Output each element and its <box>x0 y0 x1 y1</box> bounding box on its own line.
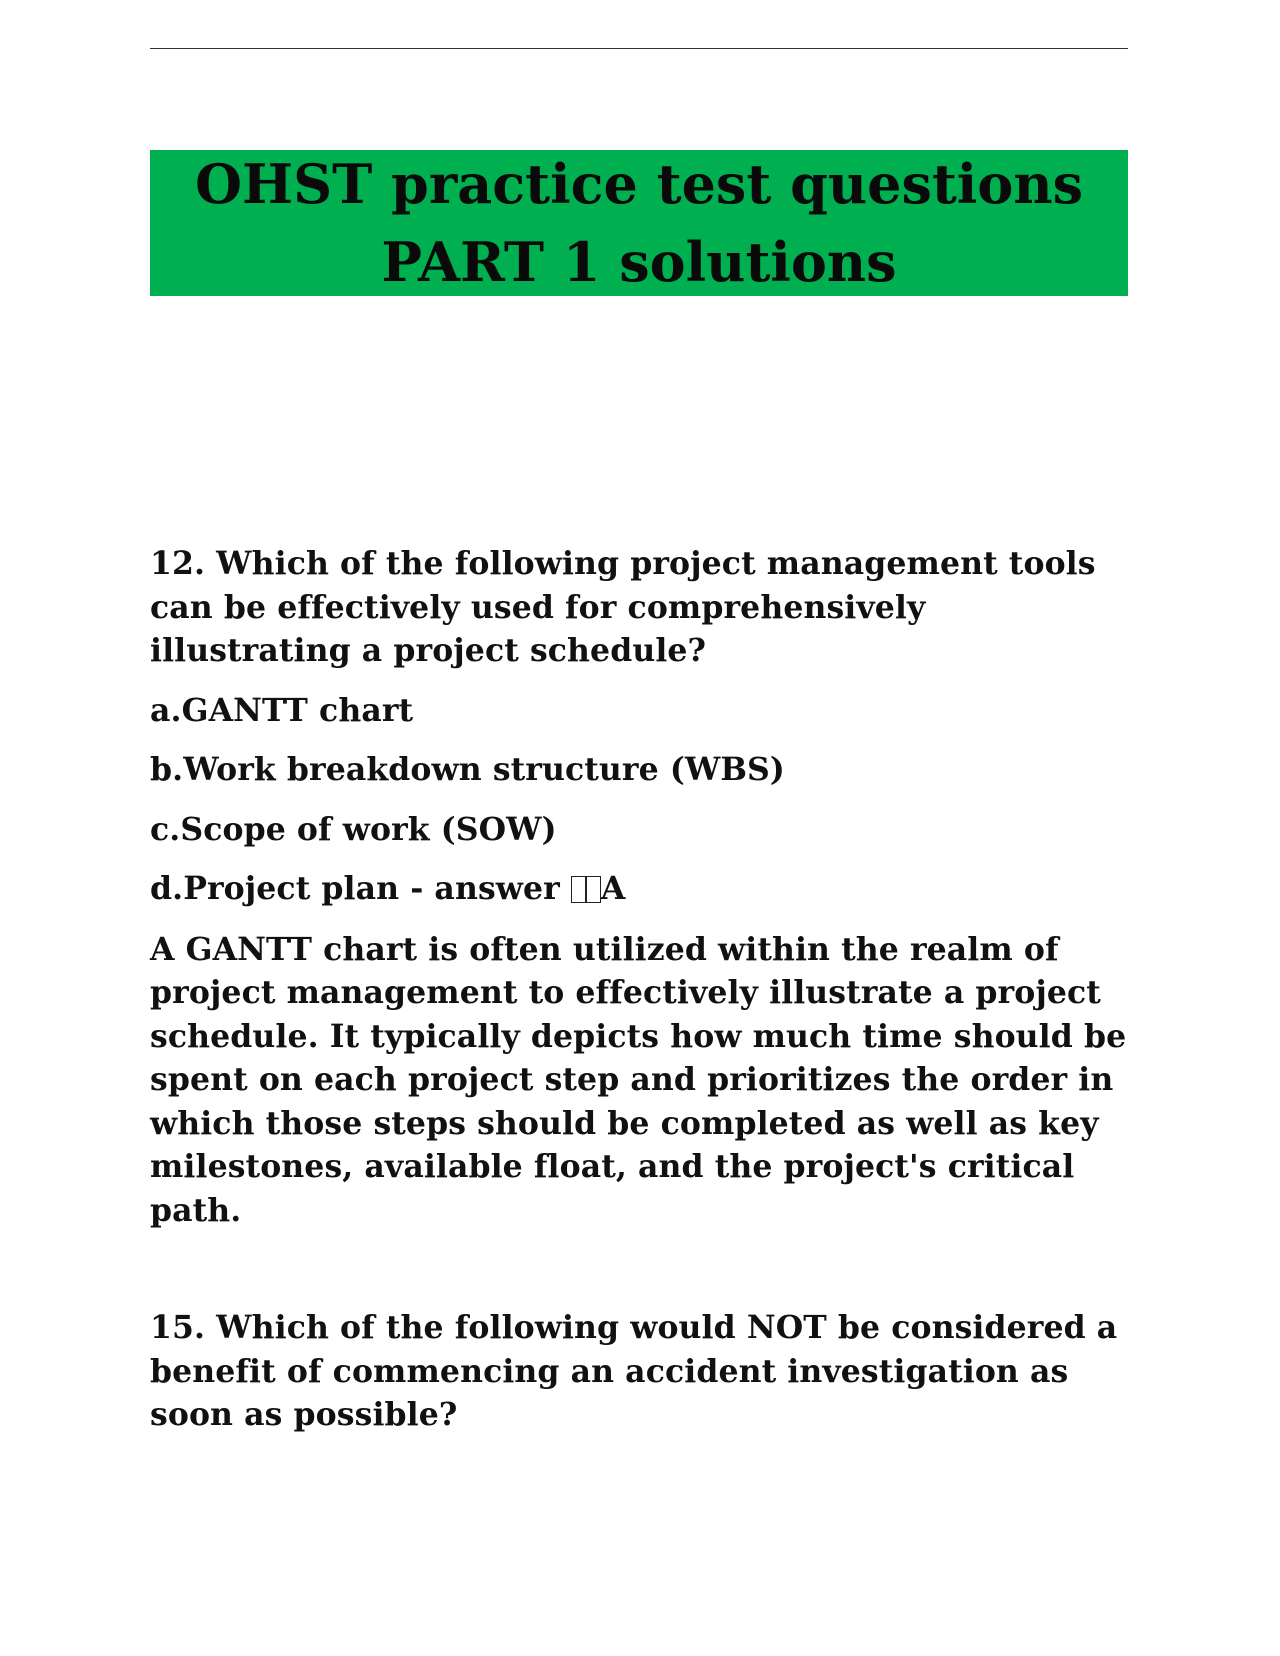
top-divider <box>150 48 1128 49</box>
question-text: 12. Which of the following project management tools can be effectively used for comprehensively illustrating a project schedule? <box>150 545 1096 669</box>
option-b: b.Work breakdown structure (WBS) <box>150 751 785 788</box>
answer-letter: A <box>600 870 626 907</box>
question-15 <box>150 1306 1128 1437</box>
title-line-2: PART 1 solutions <box>381 230 897 294</box>
question-12 <box>150 542 1128 1232</box>
title-line-1: OHST practice test questions <box>195 152 1083 216</box>
option-a: a.GANTT chart <box>150 691 414 729</box>
question-text: 15. Which of the following would NOT be considered a benefit of commencing an accident investigation as soon as possible? <box>150 1309 1118 1433</box>
missing-glyph-icon <box>571 868 601 912</box>
title-banner <box>150 150 1128 296</box>
option-d <box>150 867 1128 912</box>
option-d-text: d.Project plan - answer <box>150 870 571 907</box>
document-title <box>195 145 1083 301</box>
option-c: c.Scope of work (SOW) <box>150 810 557 848</box>
answer-explanation: A GANTT chart is often utilized within the realm of project management to effectively illustrate a project schedule. It typically depicts how much time should be spent on each project step and prioritizes the order in which those steps should be completed as well as key milestones, available float, and the project's critical path. <box>150 930 1127 1229</box>
